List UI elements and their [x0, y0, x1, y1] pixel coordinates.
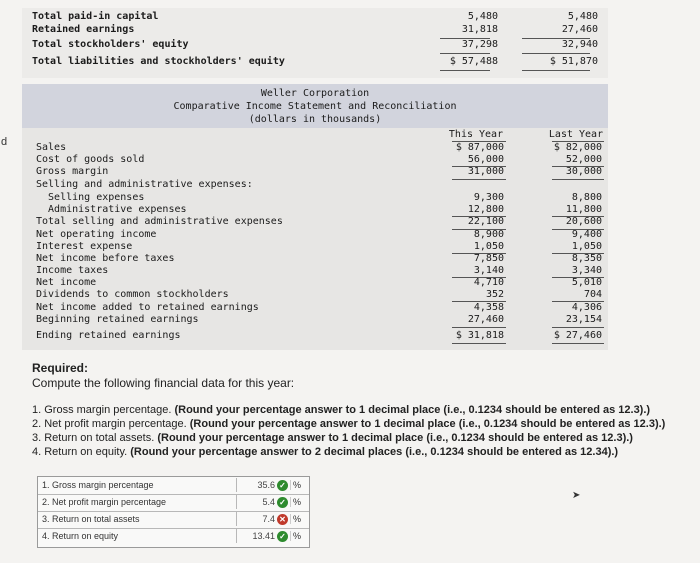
required-heading: Required: — [32, 361, 89, 375]
last-year-value: $ 27,460 — [553, 330, 602, 341]
balance-this-year: 31,818 — [461, 24, 498, 35]
last-year-value: 4,306 — [571, 302, 602, 313]
subtotal-line — [452, 327, 506, 328]
row-label: Cost of goods sold — [36, 154, 145, 165]
row-label: Total selling and administrative expenses — [36, 216, 283, 227]
last-year-value: 23,154 — [565, 314, 602, 325]
row-label: Selling expenses — [36, 192, 145, 203]
balance-row — [32, 56, 608, 69]
statement-row — [36, 179, 608, 191]
balance-last-year: 27,460 — [561, 24, 598, 35]
this-year-value: 12,800 — [467, 204, 504, 215]
correct-check-icon: ✓ — [277, 480, 288, 491]
answer-row — [38, 494, 309, 512]
requirement-instruction: (Round your percentage answer to 2 decimal places (i.e., 0.1234 should be entered as 12.34).) — [130, 446, 619, 458]
last-year-value: 3,340 — [571, 265, 602, 276]
this-year-value: 22,100 — [467, 216, 504, 227]
last-year-value: 704 — [583, 289, 602, 300]
answer-value[interactable]: 13.41 — [252, 531, 275, 541]
statement-row — [36, 289, 608, 301]
balance-row — [32, 39, 608, 52]
statement-row — [36, 277, 608, 289]
this-year-value: 1,050 — [473, 241, 504, 252]
requirement-text: 1. Gross margin percentage. — [32, 404, 175, 416]
total-double-underline — [440, 70, 490, 71]
row-label: Ending retained earnings — [36, 330, 181, 341]
answer-table — [37, 476, 310, 548]
answer-label: 4. Return on equity — [42, 531, 119, 541]
balance-row-label: Total liabilities and stockholders' equity — [32, 56, 285, 67]
last-year-value: 1,050 — [571, 241, 602, 252]
requirement-instruction: (Round your percentage answer to 1 decimal place (i.e., 0.1234 should be entered as 12.3).) — [189, 418, 666, 430]
column-header-this-year: This Year — [448, 129, 504, 140]
row-label: Selling and administrative expenses: — [36, 179, 253, 190]
mouse-cursor-icon: ➤ — [572, 490, 581, 501]
answer-label: 3. Return on total assets — [42, 514, 140, 524]
last-year-value: 30,000 — [565, 166, 602, 177]
this-year-value: 9,300 — [473, 192, 504, 203]
row-label: Income taxes — [36, 265, 109, 276]
income-statement-panel — [22, 84, 608, 350]
this-year-value: 4,358 — [473, 302, 504, 313]
this-year-value: 31,000 — [467, 166, 504, 177]
total-double-underline — [522, 70, 590, 71]
answer-input-cell[interactable] — [236, 529, 303, 543]
statement-row — [36, 154, 608, 166]
balance-row-label: Total paid-in capital — [32, 11, 159, 22]
balance-row-label: Retained earnings — [32, 24, 135, 35]
requirement-item — [32, 404, 650, 416]
row-label: Gross margin — [36, 166, 109, 177]
answer-input-cell[interactable] — [236, 495, 303, 509]
this-year-value: 56,000 — [467, 154, 504, 165]
answer-row — [38, 528, 309, 545]
answer-row — [38, 477, 309, 495]
balance-this-year: $ 57,488 — [449, 56, 498, 67]
row-label: Net operating income — [36, 229, 157, 240]
balance-last-year: $ 51,870 — [549, 56, 598, 67]
percent-unit: % — [290, 497, 303, 507]
answer-label: 1. Gross margin percentage — [42, 480, 154, 490]
statement-row — [36, 314, 608, 326]
total-double-underline — [552, 343, 604, 344]
last-year-value: 11,800 — [565, 204, 602, 215]
page-edge-letter: d — [1, 136, 8, 148]
requirement-text: 4. Return on equity. — [32, 446, 131, 458]
this-year-value: $ 31,818 — [455, 330, 504, 341]
row-label: Beginning retained earnings — [36, 314, 199, 325]
balance-row-label: Total stockholders' equity — [32, 39, 189, 50]
this-year-value: 27,460 — [467, 314, 504, 325]
answer-value[interactable]: 7.4 — [262, 514, 275, 524]
this-year-value: 7,850 — [473, 253, 504, 264]
balance-last-year: 32,940 — [561, 39, 598, 50]
statement-row — [36, 302, 608, 314]
last-year-value: $ 82,000 — [553, 142, 602, 153]
row-label: Net income added to retained earnings — [36, 302, 259, 313]
this-year-value: $ 87,000 — [455, 142, 504, 153]
row-label: Dividends to common stockholders — [36, 289, 229, 300]
statement-row — [36, 253, 608, 265]
requirement-item — [32, 432, 633, 444]
last-year-value: 8,800 — [571, 192, 602, 203]
sum-underline — [522, 53, 590, 54]
answer-row — [38, 511, 309, 529]
answer-value[interactable]: 35.6 — [257, 480, 275, 490]
this-year-value: 352 — [485, 289, 504, 300]
balance-row — [32, 24, 608, 37]
company-name: Weller Corporation — [260, 88, 370, 99]
answer-input-cell[interactable] — [236, 512, 303, 526]
answer-label: 2. Net profit margin percentage — [42, 497, 167, 507]
answer-value[interactable]: 5.4 — [262, 497, 275, 507]
statement-row — [36, 142, 608, 154]
row-label: Net income — [36, 277, 97, 288]
row-label: Administrative expenses — [36, 204, 187, 215]
last-year-value: 52,000 — [565, 154, 602, 165]
requirement-instruction: (Round your percentage answer to 1 decimal place (i.e., 0.1234 should be entered as 12.3).) — [174, 404, 651, 416]
statement-row — [36, 265, 608, 277]
balance-this-year: 37,298 — [461, 39, 498, 50]
row-label: Sales — [36, 142, 67, 153]
subtotal-line — [552, 327, 604, 328]
required-subtitle: Compute the following financial data for this year: — [32, 376, 295, 390]
statement-row — [36, 216, 608, 228]
statement-row — [36, 229, 608, 241]
statement-row — [36, 192, 608, 204]
balance-last-year: 5,480 — [567, 11, 598, 22]
last-year-value: 5,010 — [571, 277, 602, 288]
requirement-text: 3. Return on total assets. — [32, 432, 158, 444]
this-year-value: 3,140 — [473, 265, 504, 276]
last-year-value: 8,350 — [571, 253, 602, 264]
requirement-instruction: (Round your percentage answer to 1 decimal place (i.e., 0.1234 should be entered as 12.3).) — [157, 432, 633, 444]
requirement-text: 2. Net profit margin percentage. — [32, 418, 190, 430]
incorrect-x-icon: ✕ — [277, 514, 288, 525]
correct-check-icon: ✓ — [277, 531, 288, 542]
balance-sheet-panel — [22, 8, 608, 78]
statement-row — [36, 330, 608, 342]
last-year-value: 9,400 — [571, 229, 602, 240]
column-header-last-year: Last Year — [548, 129, 604, 140]
percent-unit: % — [290, 531, 303, 541]
this-year-value: 4,710 — [473, 277, 504, 288]
balance-this-year: 5,480 — [467, 11, 498, 22]
sum-underline — [440, 53, 490, 54]
this-year-value: 8,900 — [473, 229, 504, 240]
statement-row — [36, 204, 608, 216]
last-year-value: 20,600 — [565, 216, 602, 227]
total-double-underline — [452, 343, 506, 344]
row-label: Net income before taxes — [36, 253, 175, 264]
statement-title: Comparative Income Statement and Reconciliation — [173, 101, 457, 112]
statement-header — [22, 84, 608, 128]
requirement-item — [32, 446, 618, 458]
balance-row — [32, 11, 608, 24]
statement-row — [36, 241, 608, 253]
row-label: Interest expense — [36, 241, 133, 252]
percent-unit: % — [290, 480, 303, 490]
correct-check-icon: ✓ — [277, 497, 288, 508]
statement-row — [36, 166, 608, 178]
statement-units: (dollars in thousands) — [248, 114, 382, 125]
answer-input-cell[interactable] — [236, 478, 303, 492]
requirement-item — [32, 418, 665, 430]
percent-unit: % — [290, 514, 303, 524]
